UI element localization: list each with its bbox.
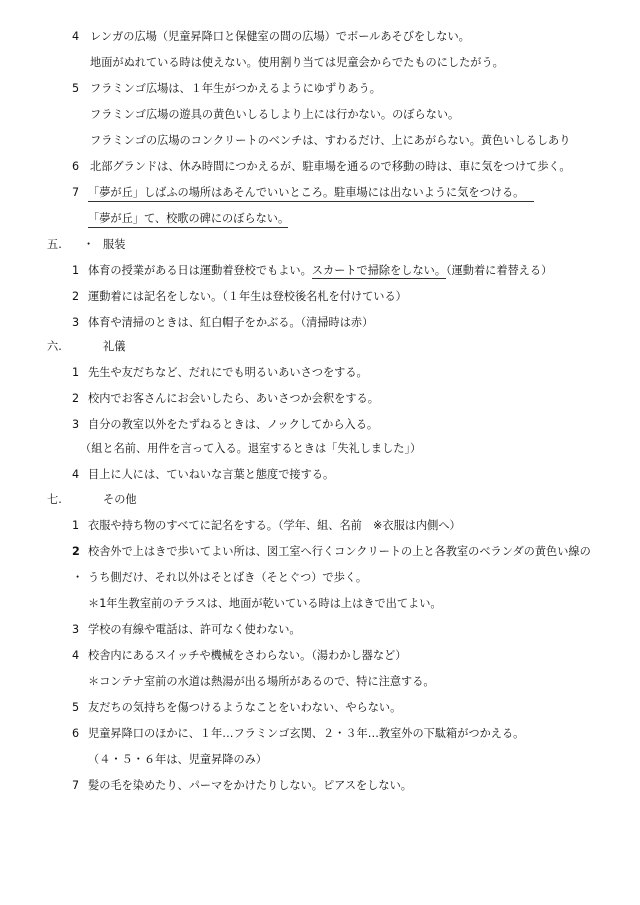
rule-text: （組と名前、用件を言って入る。退室するときは「失礼しました」）	[80, 442, 422, 455]
rule-text: 体育や清掃のときは、紅白帽子をかぶる。（清掃時は赤）	[88, 316, 374, 329]
item-number: 7	[72, 186, 80, 199]
rule-text: 目上に人には、ていねいな言葉と態度で接する。	[88, 468, 335, 481]
section-bullet: ・	[83, 238, 95, 251]
rule-note: ＊コンテナ室前の水道は熱湯が出る場所があるので、特に注意する。	[88, 675, 435, 688]
item-number: 1	[72, 519, 80, 532]
rule-text: 校内でお客さんにお会いしたら、あいさつか会釈をする。	[88, 392, 379, 405]
rule-text: 北部グランドは、休み時間につかえるが、駐車場を通るので移動の時は、車に気をつけて歩く。	[90, 160, 571, 173]
rule-text	[88, 264, 552, 278]
rule-text: フラミンゴ広場の遊具の黄色いしるしより上には行かない。のぼらない。	[90, 108, 460, 121]
item-number: 5	[72, 701, 80, 714]
item-number: 7	[72, 779, 80, 792]
rule-text-note: （運動着に着替える）	[446, 264, 553, 277]
rule-text-main: 体育の授業がある日は運動着登校でもよい。	[88, 264, 312, 277]
rule-text-underlined: 「夢が丘」しばふの場所はあそんでいいところ。駐車場には出ないように気をつける。	[88, 186, 534, 202]
item-number: 4	[72, 468, 80, 481]
rule-text: 地面がぬれている時は使えない。使用割り当ては児童会からでたものにしたがう。	[90, 56, 504, 69]
rule-text: 友だちの気持ちを傷つけるようなことをいわない、やらない。	[88, 701, 402, 714]
section-title: その他	[103, 493, 137, 506]
item-number: 1	[72, 264, 80, 277]
section-title: 服装	[103, 238, 126, 251]
rule-text: 自分の教室以外をたずねるときは、ノックしてから入る。	[88, 418, 379, 431]
rule-text: フラミンゴの広場のコンクリートのベンチは、すわるだけ、上にあがらない。黄色いしるしあり	[90, 134, 571, 147]
item-number: 6	[72, 727, 80, 740]
rule-text: レンガの広場（児童昇降口と保健室の間の広場）でボールあそびをしない。	[90, 30, 470, 43]
section-marker: 七.	[47, 493, 62, 506]
rule-text: （４・５・６年は、児童昇降のみ）	[88, 753, 268, 766]
rule-text: 児童昇降口のほかに、１年…フラミンゴ玄関、２・３年…教室外の下駄箱がつかえる。	[88, 727, 525, 740]
rule-text: 運動着には記名をしない。（１年生は登校後名札を付けている）	[88, 290, 407, 303]
item-number: 4	[72, 649, 80, 662]
item-number: 3	[72, 623, 80, 636]
section-marker: 五.	[47, 238, 62, 251]
item-number: 2	[72, 290, 80, 303]
section-title: 礼儀	[103, 340, 126, 353]
rule-text: 衣服や持ち物のすべてに記名をする。（学年、組、名前 ※衣服は内側へ）	[88, 519, 461, 532]
item-number: 3	[72, 316, 80, 329]
item-number: 1	[72, 366, 80, 379]
rule-text: うち側だけ、それ以外はそとばき（そとぐつ）で歩く。	[88, 571, 368, 584]
item-number: 3	[72, 418, 80, 431]
item-bullet: ・	[72, 571, 84, 584]
rule-text: 学校の有線や電話は、許可なく使わない。	[88, 623, 301, 636]
item-number: 4	[72, 30, 80, 43]
item-number: 2	[72, 392, 80, 405]
item-number: 6	[72, 160, 80, 173]
rule-note: ＊1年生教室前のテラスは、地面が乾いている時は上はきで出てよい。	[88, 597, 442, 610]
rule-text: 校舎内にあるスイッチや機械をさわらない。（湯わかし器など）	[88, 649, 407, 662]
item-number: 5	[72, 82, 80, 95]
rule-text: 先生や友だちなど、だれにでも明るいあいさつをする。	[88, 366, 368, 379]
rule-text: 校舎外で上はきで歩いてよい所は、図工室へ行くコンクリートの上と各教室のベランダの黄色い線の	[88, 545, 591, 558]
rule-text-underlined: 「夢が丘」て、校歌の碑にのぼらない。	[88, 212, 288, 228]
rule-text: フラミンゴ広場は、１年生がつかえるようにゆずりあう。	[90, 82, 381, 95]
rule-text: 髪の毛を染めたり、パーマをかけたりしない。ピアスをしない。	[88, 779, 412, 792]
item-number: 2	[72, 545, 80, 558]
rule-text-underlined: スカートで掃除をしない。	[311, 264, 447, 277]
section-marker: 六.	[47, 340, 62, 353]
